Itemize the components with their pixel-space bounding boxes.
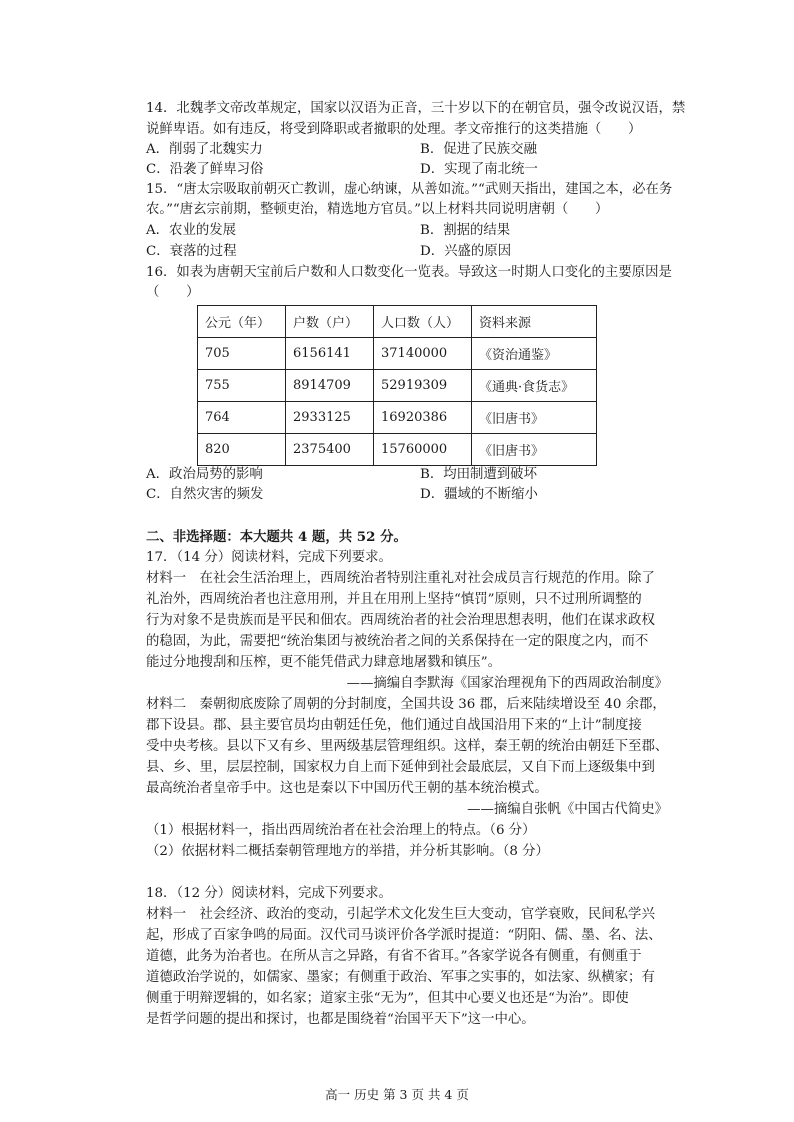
q15-stem-line1: 15．“唐太宗吸取前朝灭亡教训，虚心纳谏，从善如流。”“武则天指出，建国之本，必在务 (146, 182, 673, 197)
table-row (198, 338, 597, 370)
q17-material1-line: 行为对象不是贵族而是平民和佃农。西周统治者的社会治理思想表明，他们在谋求政权 (146, 613, 655, 628)
page-footer: 高一 历史 第 3 页 共 4 页 (325, 1087, 469, 1102)
q18-material1-line: 侧重于明辩逻辑的，如名家；道家主张“无为”，但其中心要义也还是“为治”。即使 (146, 991, 629, 1006)
q17-requirement-1: （1）根据材料一，指出西周统治者在社会治理上的特点。（6 分） (146, 823, 536, 838)
q16-option-b: B．均田制遭到破坏 (420, 467, 537, 482)
population-table (197, 305, 597, 466)
q18-heading: 18．（12 分）阅读材料，完成下列要求。 (146, 886, 392, 901)
q17-requirement-2: （2）依据材料二概括秦朝管理地方的举措，并分析其影响。（8 分） (146, 844, 549, 859)
q14-option-a: A．削弱了北魏实力 (146, 142, 263, 157)
q18-material1-line: 道德，此务为治者也。在所从言之异路，有省不省耳。”各家学说各有侧重，有侧重于 (146, 949, 642, 964)
table-cell: 755 (198, 370, 286, 402)
q17-heading: 17．（14 分）阅读材料，完成下列要求。 (146, 550, 392, 565)
table-cell: 《资治通鉴》 (472, 338, 597, 370)
q17-material2-line: 最高统治者皇帝手中。这也是秦以下中国历代王朝的基本统治模式。 (146, 781, 548, 796)
q18-material1-line: 道德政治学说的，如儒家、墨家；有侧重于政治、军事之实事的，如法家、纵横家；有 (146, 970, 655, 985)
q14-option-d: D．实现了南北统一 (420, 162, 538, 177)
table-header-cell: 资料来源 (472, 306, 597, 338)
table-cell: 8914709 (286, 370, 374, 402)
q17-material1-line: 能过分地搜刮和压榨，更不能凭借武力肆意地屠戮和镇压”。 (146, 655, 501, 670)
section-title: 二、非选择题：本大题共 4 题，共 52 分。 (146, 529, 407, 545)
q15-stem-line2: 农。”“唐玄宗前期，整顿吏治，精选地方官员。”以上材料共同说明唐朝（ ） (146, 202, 609, 217)
q17-source1: ——摘编自李默海《国家治理视角下的西周政治制度》 (346, 676, 668, 691)
table-cell: 52919309 (374, 370, 472, 402)
q17-material1-line: 礼治外，西周统治者也注意用刑，并且在用刑上坚持“慎罚”原则，只不过刑所调整的 (146, 592, 642, 607)
table-cell: 《旧唐书》 (472, 434, 597, 466)
table-cell: 2375400 (286, 434, 374, 466)
q15-option-c: C．衰落的过程 (146, 244, 237, 259)
table-cell: 《通典·食货志》 (472, 370, 597, 402)
q16-stem-line2: （ ） (146, 285, 200, 300)
q17-material2-line: 受中央考核。县以下又有乡、里两级基层管理组织。这样，秦王朝的统治由朝廷下至郡、 (146, 739, 669, 754)
q16-option-d: D．疆域的不断缩小 (420, 487, 538, 502)
q18-material1-line: 材料一 社会经济、政治的变动，引起学术文化发生巨大变动，官学衰败，民间私学兴 (146, 907, 655, 922)
q16-stem-line1: 16．如表为唐朝天宝前后户数和人口数变化一览表。导致这一时期人口变化的主要原因是 (146, 265, 672, 280)
q15-option-a: A．农业的发展 (146, 223, 237, 238)
table-cell: 15760000 (374, 434, 472, 466)
table-cell: 764 (198, 402, 286, 434)
table-cell: 16920386 (374, 402, 472, 434)
q17-material1-line: 材料一 在社会生活治理上，西周统治者特别注重礼对社会成员言行规范的作用。除了 (146, 571, 655, 586)
table-row (198, 370, 597, 402)
q18-material1-line: 起，形成了百家争鸣的局面。汉代司马谈评价各学派时提道：“阴阳、儒、墨、名、法、 (146, 928, 662, 943)
q15-option-b: B．割据的结果 (420, 223, 511, 238)
q18-material1-line: 是哲学问题的提出和探讨，也都是围绕着“治国平天下”这一中心。 (146, 1012, 535, 1027)
table-cell: 6156141 (286, 338, 374, 370)
q16-option-c: C．自然灾害的频发 (146, 487, 264, 502)
table-header-cell: 人口数（人） (374, 306, 472, 338)
table-header-row (198, 306, 597, 338)
table-cell: 820 (198, 434, 286, 466)
table-row (198, 402, 597, 434)
q17-material2-line: 郡下设县。郡、县主要官员均由朝廷任免，他们通过自战国沿用下来的“上计”制度接 (146, 718, 642, 733)
table-cell: 37140000 (374, 338, 472, 370)
table-cell: 《旧唐书》 (472, 402, 597, 434)
table-header-cell: 公元（年） (198, 306, 286, 338)
q17-material2-line: 材料二 秦朝彻底废除了周朝的分封制度，全国共设 36 郡，后来陆续增设至 40 余郡， (146, 697, 666, 712)
q15-option-d: D．兴盛的原因 (420, 244, 512, 259)
q14-stem-line1: 14．北魏孝文帝改革规定，国家以汉语为正音，三十岁以下的在朝官员，强令改说汉语，禁 (146, 101, 686, 116)
q17-material1-line: 的稳固，为此，需要把“统治集团与被统治者之间的关系保持在一定的限度之内，而不 (146, 634, 649, 649)
q14-option-b: B．促进了民族交融 (420, 142, 537, 157)
q17-source2: ——摘编自张帆《中国古代简史》 (467, 802, 668, 817)
q14-option-c: C．沿袭了鲜卑习俗 (146, 162, 264, 177)
table-header-cell: 户数（户） (286, 306, 374, 338)
q16-option-a: A．政治局势的影响 (146, 467, 263, 482)
q14-stem-line2: 说鲜卑语。如有违反，将受到降职或者撤职的处理。孝文帝推行的这类措施（ ） (146, 122, 642, 137)
q17-material2-line: 县、乡、里，层层控制，国家权力自上而下延伸到社会最底层，又自下而上逐级集中到 (146, 760, 655, 775)
table-cell: 705 (198, 338, 286, 370)
table-cell: 2933125 (286, 402, 374, 434)
table-row (198, 434, 597, 466)
